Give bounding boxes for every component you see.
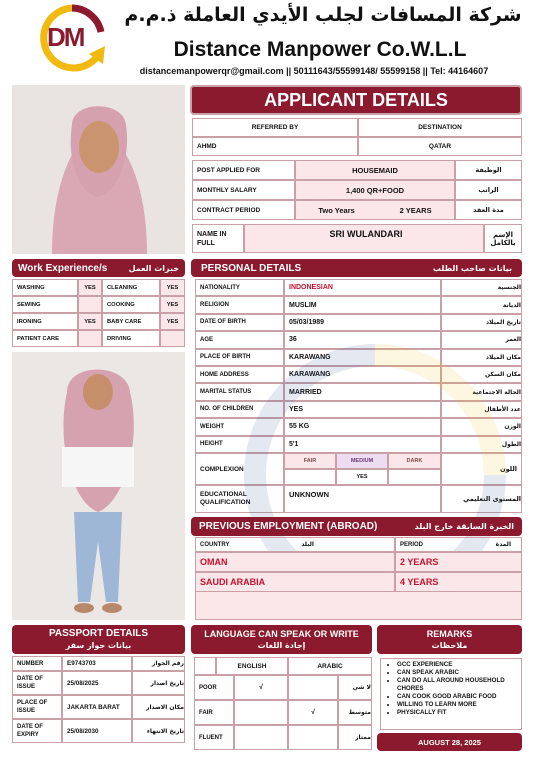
personal-value: 55 KG [284,418,441,435]
contract-period-label: CONTRACT PERIOD [192,200,295,220]
personal-label-arabic: الحالة الاجتماعية [441,383,522,400]
post-label-arabic: الوظيفة [455,160,522,180]
passport-row [12,671,185,695]
work-skill-a: PATIENT CARE [12,330,78,347]
personal-value: MUSLIM [284,296,441,313]
contract-period-value [295,200,455,220]
complexion-fair: FAIR [284,453,336,469]
passport-label-arabic: رقم الجواز [132,656,185,671]
language-table [194,675,372,750]
prev-period: 2 YEARS [395,552,522,572]
work-experience-label-arabic: خبرات العمل [128,263,179,273]
remark-item: • CAN COOK GOOD ARABIC FOOD [397,693,517,701]
contract-period-text: Two Years [318,205,355,215]
personal-details-label-arabic: بيانات صاحب الطلب [432,263,512,273]
language-level-arabic: ممتاز [338,725,372,750]
complexion-options [284,453,441,485]
remark-item: • CAN SPEAK ARABIC [397,669,517,677]
work-row [12,279,185,296]
personal-value: KARAWANG [284,349,441,366]
language-row [194,725,372,750]
work-skill-a-value: YES [78,279,102,296]
passport-label: DATE OF EXPIRY [12,719,62,743]
work-skill-a: WASHING [12,279,78,296]
work-skill-a-value [78,296,102,313]
work-skill-b: CLEANING [102,279,160,296]
prev-employment-row [195,572,522,592]
passport-label: DATE OF ISSUE [12,671,62,695]
remarks-date: AUGUST 28, 2025 [377,733,522,751]
personal-row [195,349,522,366]
applicant-photo-full-body [12,352,185,620]
complexion-label-arabic: اللون [441,453,522,485]
personal-value: 05/03/1989 [284,314,441,331]
education-label: EDUCATIONAL QUALIFICATION [195,485,284,513]
previous-employment-title [191,517,522,536]
language-row [194,675,372,700]
complexion-empty-1 [284,469,336,485]
post-label: POST APPLIED FOR [192,160,295,180]
personal-row [195,383,522,400]
passport-label-arabic: تاريخ الانتهاء [132,719,185,743]
remarks-title [377,625,522,654]
personal-label-arabic: مكان الميلاد [441,349,522,366]
complexion-mark: YES [336,469,388,485]
education-value: UNKNOWN [284,485,441,513]
work-skill-a-value [78,330,102,347]
passport-label-arabic: مكان الاصدار [132,695,185,719]
salary-label-arabic: الراتب [455,180,522,200]
personal-row [195,279,522,296]
prev-country: OMAN [195,552,395,572]
complexion-label: COMPLEXION [195,453,284,485]
language-arabic-mark [288,675,338,700]
personal-row [195,296,522,313]
remarks-label: REMARKS [426,628,473,639]
language-level-arabic: متوسط [338,700,372,725]
work-skill-b: COOKING [102,296,160,313]
passport-row [12,656,185,671]
personal-label: MARITAL STATUS [195,383,284,400]
prev-employment-filler [195,592,522,620]
complexion-medium: MEDIUM [336,453,388,469]
work-row [12,330,185,347]
personal-label-arabic: الجنسية [441,279,522,296]
post-value: HOUSEMAID [295,160,455,180]
personal-label: PLACE OF BIRTH [195,349,284,366]
company-name-arabic: شركة المسافات لجلب الأيدي العاملة ذ.م.م [124,4,522,26]
personal-value: 36 [284,331,441,348]
passport-details-label-arabic: بيانات جواز سفر [65,640,132,650]
applicant-photo-portrait [12,85,185,254]
personal-label: WEIGHT [195,418,284,435]
referred-by-value: AHMD [192,137,358,156]
work-row [12,313,185,330]
prev-period-label: PERIOD [400,541,424,548]
contract-period-years: 2 YEARS [399,205,432,215]
work-skill-b: BABY CARE [102,313,160,330]
work-experience-table [12,279,185,347]
remark-item: • WILLING TO LEARN MORE [397,701,517,709]
applicant-details-title: APPLICANT DETAILS [190,85,522,115]
language-header-blank [194,657,216,675]
personal-row [195,366,522,383]
previous-employment-rows [195,552,522,620]
personal-details-table [195,279,522,453]
passport-label: NUMBER [12,656,62,671]
remarks-label-arabic: ملاحظات [431,640,468,650]
destination-label: DESTINATION [358,118,522,137]
remark-item: • PHYSICALLY FIT [397,709,517,717]
language-level: FAIR [194,700,234,725]
prev-employment-row [195,552,522,572]
language-arabic-mark: √ [288,700,338,725]
passport-value: JAKARTA BARAT [62,695,132,719]
remarks-list [380,658,522,730]
personal-label-arabic: مكان السكن [441,366,522,383]
personal-label: HOME ADDRESS [195,366,284,383]
complexion-empty-2 [388,469,441,485]
work-skill-b: DRIVING [102,330,160,347]
personal-details-title [191,259,522,277]
passport-value: E9743703 [62,656,132,671]
prev-period-label-arabic: المدة [495,541,511,548]
prev-period: 4 YEARS [395,572,522,592]
language-label-arabic: إجادة اللغات [257,640,306,650]
remark-item: • GCC EXPERIENCE [397,661,517,669]
prev-period-header [395,537,522,552]
personal-row [195,401,522,418]
logo-letters: DM [47,22,84,52]
passport-value: 25/08/2030 [62,719,132,743]
work-skill-b-value [160,330,185,347]
passport-row [12,695,185,719]
work-skill-b-value: YES [160,296,185,313]
passport-details-title [12,625,185,654]
language-english-header: ENGLISH [216,657,288,675]
language-arabic-header: ARABIC [288,657,372,675]
personal-value: 5'1 [284,436,441,453]
work-row [12,296,185,313]
full-name-label-arabic: الإسم بالكامل [484,224,522,253]
prev-country-label-arabic: البلد [301,541,314,548]
work-experience-label: Work Experience/s [18,262,108,274]
prev-country-label: COUNTRY [200,541,230,548]
personal-row [195,436,522,453]
language-row [194,700,372,725]
language-english-mark [234,725,288,750]
work-experience-title [12,259,185,277]
work-skill-b-value: YES [160,279,185,296]
language-level: POOR [194,675,234,700]
language-label: LANGUAGE CAN SPEAK OR WRITE [204,628,359,639]
personal-label: AGE [195,331,284,348]
work-skill-a: IRONING [12,313,78,330]
passport-table [12,656,185,743]
personal-label-arabic: الديانة [441,296,522,313]
passport-details-label: PASSPORT DETAILS [48,627,149,639]
education-label-arabic: المستوى التعليمي [441,485,522,513]
work-skill-b-value: YES [160,313,185,330]
work-skill-a: SEWING [12,296,78,313]
passport-label-arabic: تاريخ اصدار [132,671,185,695]
personal-label: HEIGHT [195,436,284,453]
contract-period-label-arabic: مدة العقد [455,200,522,220]
full-name-value: SRI WULANDARI [244,224,484,253]
personal-label-arabic: الطول [441,436,522,453]
language-arabic-mark [288,725,338,750]
previous-employment-label-arabic: الخبرة السابقة خارج البلد [414,522,514,531]
personal-value: YES [284,401,441,418]
language-english-mark [234,700,288,725]
personal-row [195,418,522,435]
work-skill-a-value: YES [78,313,102,330]
previous-employment-label: PREVIOUS EMPLOYMENT (ABROAD) [199,521,378,532]
personal-label-arabic: الوزن [441,418,522,435]
personal-label-arabic: عدد الأطفال [441,401,522,418]
language-english-mark: √ [234,675,288,700]
prev-country-header [195,537,395,552]
personal-row [195,331,522,348]
personal-label-arabic: العمر [441,331,522,348]
personal-label: NATIONALITY [195,279,284,296]
remark-item: • CAN DO ALL AROUND HOUSEHOLD CHORES [397,677,517,693]
personal-label: DATE OF BIRTH [195,314,284,331]
personal-value: MARRIED [284,383,441,400]
destination-value: QATAR [358,137,522,156]
company-name-english: Distance Manpower Co.W.L.L [173,38,467,61]
personal-label-arabic: تاريخ الميلاد [441,314,522,331]
language-level-arabic: لا شي [338,675,372,700]
company-contact: distancemanpowerqr@gmail.com || 50111643/55599148/ 55599158 || Tel: 44164607 [139,66,489,76]
personal-row [195,314,522,331]
full-name-label: NAME IN FULL [192,224,244,253]
complexion-dark: DARK [388,453,441,469]
passport-label: PLACE OF ISSUE [12,695,62,719]
personal-value: INDONESIAN [284,279,441,296]
personal-details-label: PERSONAL DETAILS [201,262,302,274]
personal-label: NO. OF CHILDREN [195,401,284,418]
passport-value: 25/08/2025 [62,671,132,695]
personal-label: RELIGION [195,296,284,313]
company-logo [33,2,111,74]
referred-by-label: REFERRED BY [192,118,358,137]
passport-row [12,719,185,743]
prev-country: SAUDI ARABIA [195,572,395,592]
salary-label: MONTHLY SALARY [192,180,295,200]
language-title [191,625,372,654]
salary-value: 1,400 QR+FOOD [295,180,455,200]
language-level: FLUENT [194,725,234,750]
personal-value: KARAWANG [284,366,441,383]
